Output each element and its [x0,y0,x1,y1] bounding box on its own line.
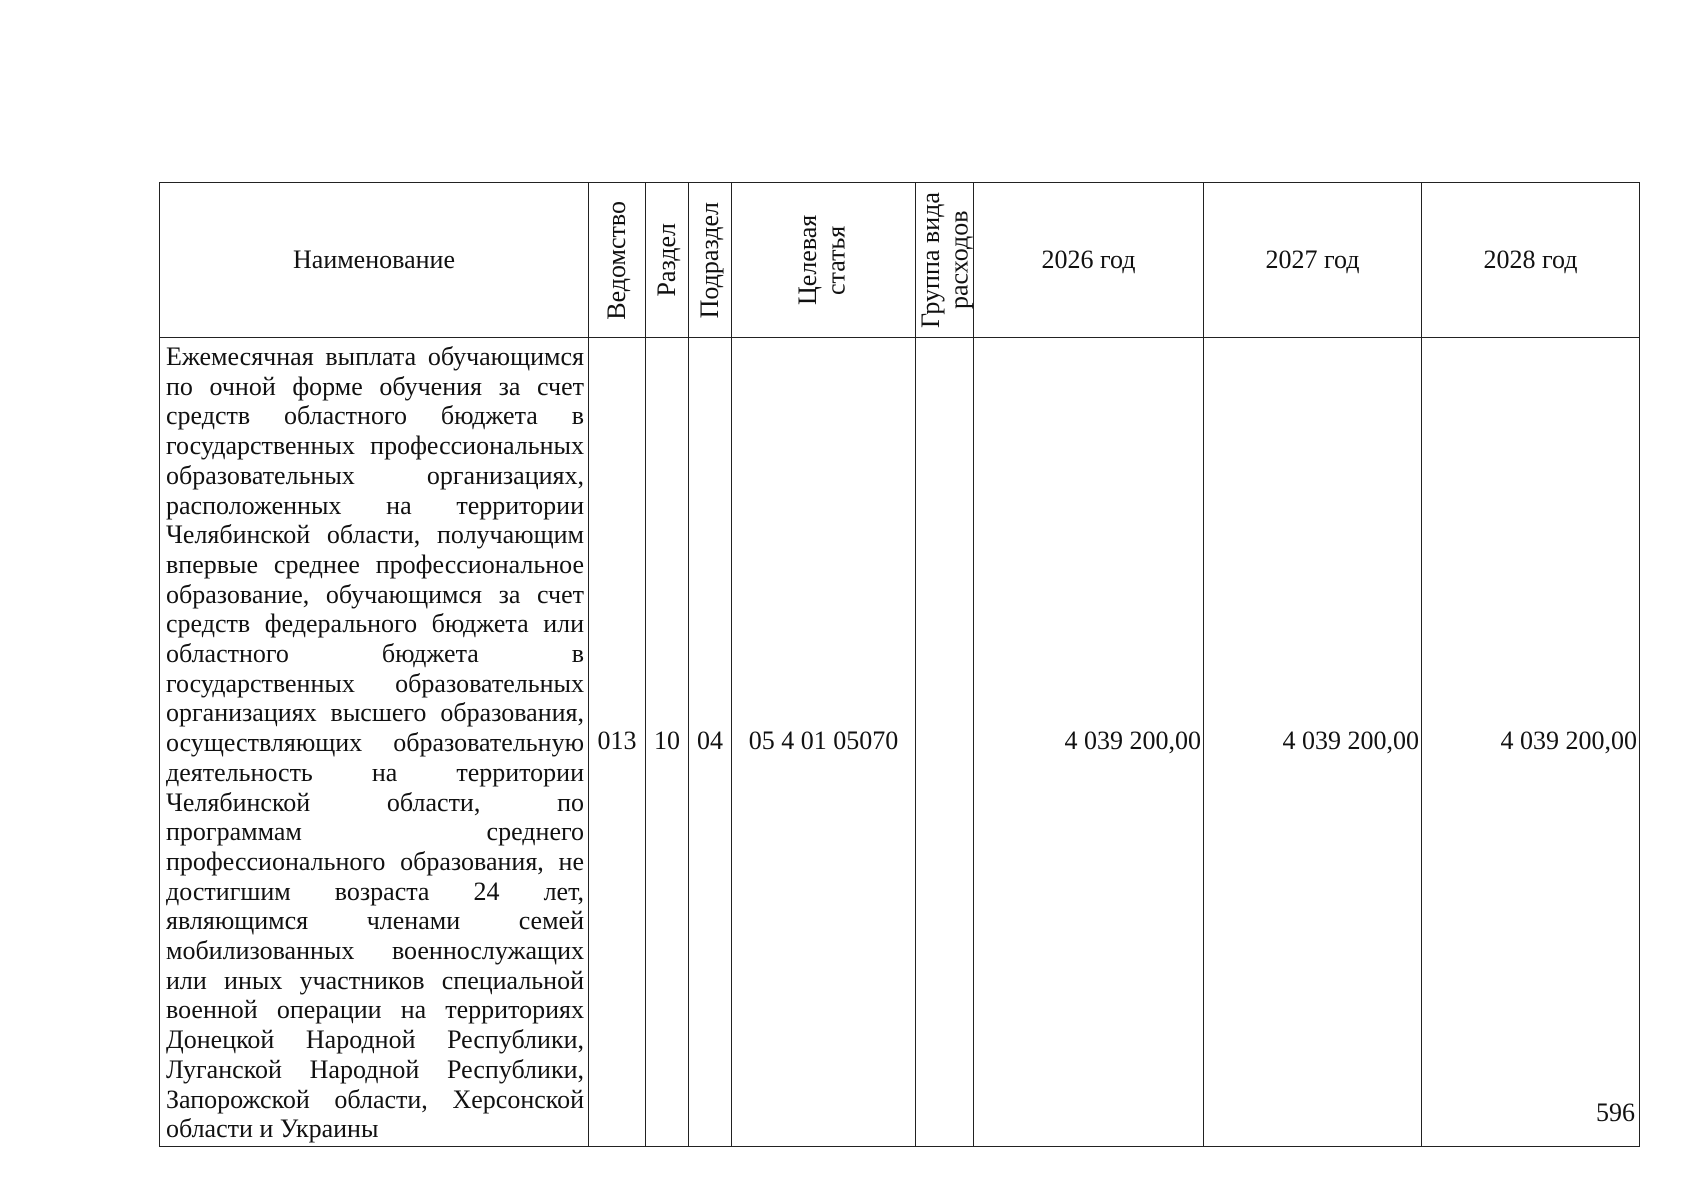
header-target-article: Целевая статья [732,183,916,338]
page-number: 596 [1596,1098,1635,1127]
row-target-article: 05 4 01 05070 [732,338,916,1147]
header-department: Ведомство [589,183,646,338]
row-section: 10 [646,338,689,1147]
header-2027: 2027 год [1204,183,1422,338]
header-row [160,183,1640,338]
row-name: Ежемесячная выплата обучающимся по очной форме обучения за счет средств областного бюджета в государственных профессиональных образовательных организациях, расположенных на территории Челябинской области, получающим впервые среднее профессиональное образование, обучающимся за счет средств федерального бюджета или областного бюджета в государственных образовательных организациях высшего образования, осуществляющих образовательную деятельность на территории Челябинской области, по программам среднего профессионального образования, не достигшим возраста 24 лет, являющимся членами семей мобилизованных военнослужащих или иных участников специальной военной операции на территориях Донецкой Народной Республики, Луганской Народной Республики, Запорожской области, Херсонской области и Украины [160,338,589,1147]
header-name: Наименование [160,183,589,338]
row-2027: 4 039 200,00 [1204,338,1422,1147]
header-2028: 2028 год [1422,183,1640,338]
row-expense-group [916,338,974,1147]
row-2026: 4 039 200,00 [974,338,1204,1147]
budget-table [159,182,1640,1147]
table-row [160,338,1640,1147]
header-expense-group: Группа вида расходов [916,183,974,338]
header-2026: 2026 год [974,183,1204,338]
header-section: Раздел [646,183,689,338]
header-subsection: Подраздел [689,183,732,338]
row-department: 013 [589,338,646,1147]
row-2028: 4 039 200,00 [1422,338,1640,1147]
row-subsection: 04 [689,338,732,1147]
